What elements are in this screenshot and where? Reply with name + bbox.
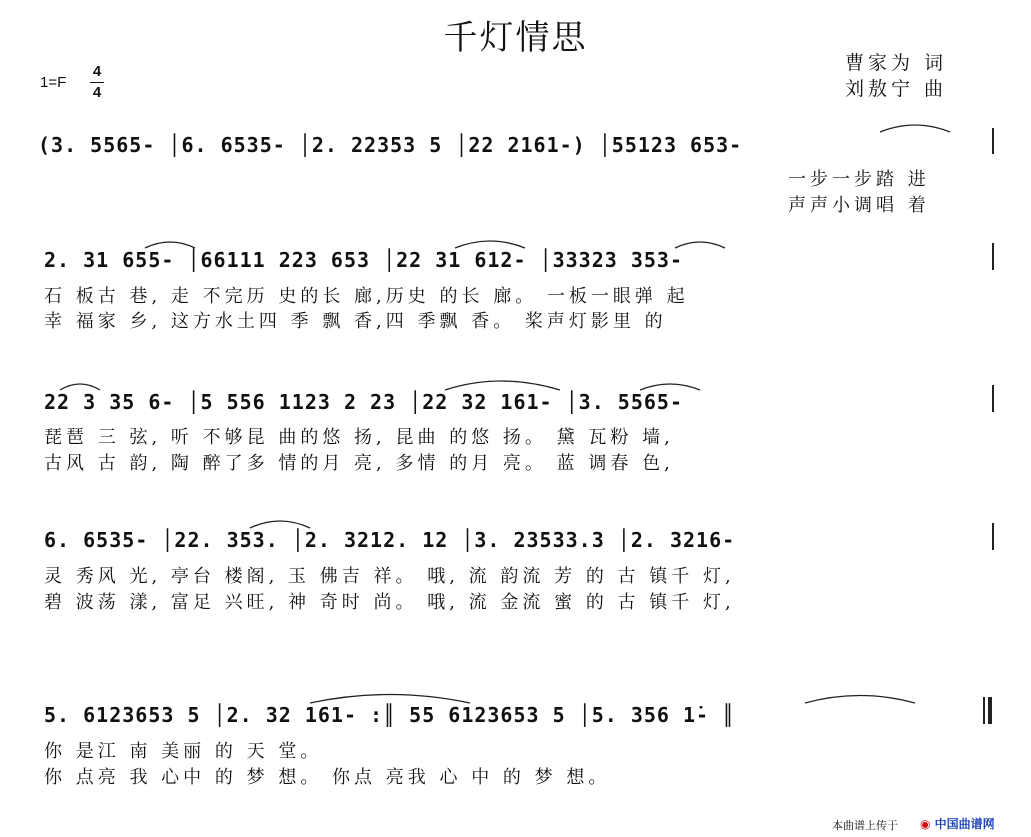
- lyrics-row-4-verse-1: 灵 秀风 光, 亭台 楼阁, 玉 佛吉 祥。 哦, 流 韵流 芳 的 古 镇千 灯,: [44, 566, 735, 587]
- lyrics-row-3-verse-2: 古风 古 韵, 陶 醉了多 情的月 亮, 多情 的月 亮。 蓝 调春 色,: [44, 453, 674, 474]
- lyrics-row-1-verse-2: 声声小调唱 着: [788, 195, 930, 216]
- notation-row-3: 22 3 35 6- │5 556 1123 2 23 │22 32 161- │3. 5565-: [44, 390, 684, 414]
- song-title: 千灯情思: [443, 18, 588, 58]
- time-signature-top: 4: [92, 63, 102, 80]
- key-signature: 1=F: [40, 74, 67, 91]
- lyrics-row-1-verse-1: 一步一步踏 进: [788, 169, 930, 190]
- lyrics-row-3-verse-1: 琵琶 三 弦, 听 不够昆 曲的悠 扬, 昆曲 的悠 扬。 黛 瓦粉 墙,: [44, 427, 674, 448]
- upload-note: 本曲谱上传于: [832, 819, 898, 832]
- lyrics-row-4-verse-2: 碧 波荡 漾, 富足 兴旺, 神 奇时 尚。 哦, 流 金流 蜜 的 古 镇千 灯,: [44, 592, 735, 613]
- composer-credit: 刘敖宁 曲: [845, 78, 948, 100]
- time-signature-bottom: 4: [92, 84, 102, 101]
- notation-row-1: (3. 5565- │6. 6535- │2. 22353 5 │22 2161-) │55123 653-: [38, 133, 743, 157]
- site-logo: [920, 815, 995, 832]
- time-signature: [90, 62, 104, 103]
- lyrics-row-5-verse-2: 你 点亮 我 心中 的 梦 想。 你点 亮我 心 中 的 梦 想。: [44, 767, 611, 788]
- lyrics-row-2-verse-2: 幸 福家 乡, 这方水土四 季 飘 香,四 季飘 香。 桨声灯影里 的: [44, 311, 667, 332]
- site-logo-text: 中国曲谱网: [934, 817, 995, 831]
- lyrics-row-2-verse-1: 石 板古 巷, 走 不完历 史的长 廊,历史 的长 廊。 一板一眼弹 起: [44, 286, 689, 307]
- lyrics-row-5-verse-1: 你 是江 南 美丽 的 天 堂。: [44, 741, 323, 762]
- site-logo-icon: ◉: [920, 817, 931, 831]
- lyricist-credit: 曹家为 词: [845, 52, 948, 74]
- notation-row-4: 6. 6535- │22. 353. │2. 3212. 12 │3. 23533.3 │2. 3216-: [44, 528, 736, 552]
- notation-row-2: 2. 31 655- │66111 223 653 │22 31 612- │33323 353-: [44, 248, 684, 272]
- notation-row-5: 5. 6123653 5 │2. 32 161- :║ 55 6123653 5 │5. 356 1̇- ║: [44, 703, 736, 727]
